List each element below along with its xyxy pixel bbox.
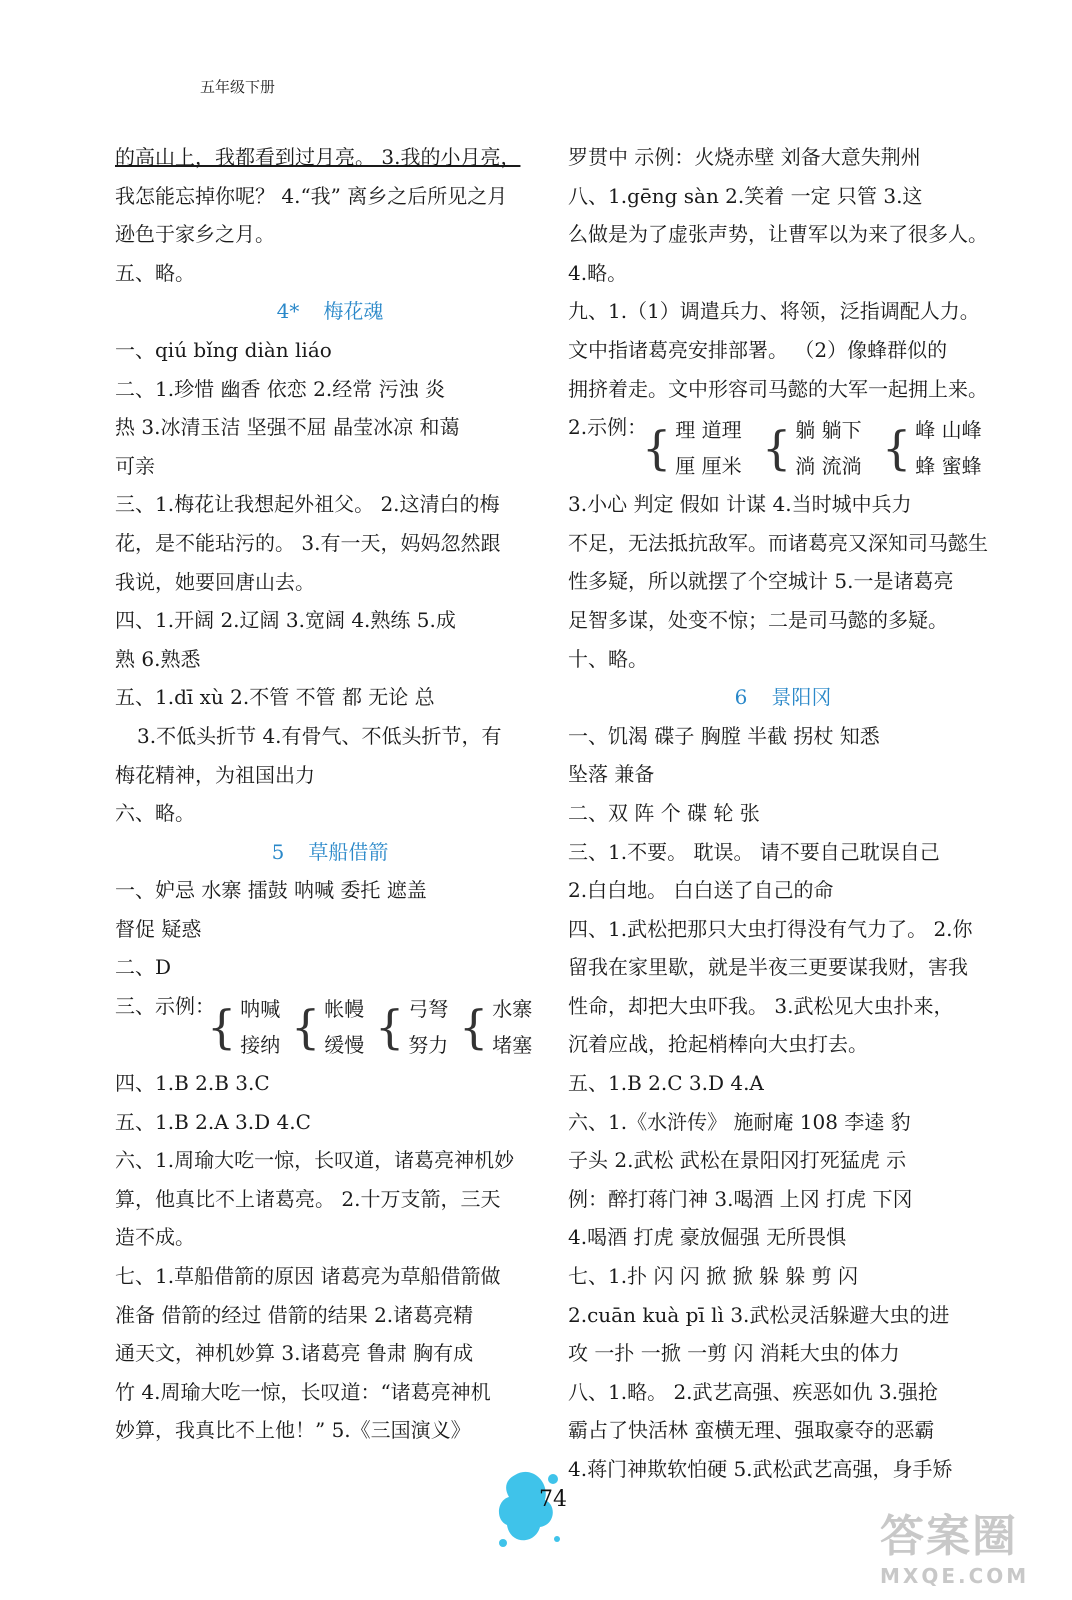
text-line: 攻 一扑 一掀 一剪 闪 消耗大虫的体力 (568, 1341, 900, 1366)
text-line: 梅花精神，为祖国出力 (115, 762, 315, 787)
text-line: 霸占了快活林 蛮横无理、强取豪夺的恶霸 (568, 1418, 935, 1443)
pair-word: 弓弩 (408, 997, 449, 1022)
text-line: 性多疑，所以就摆了个空城计 5.一是诸葛亮 (568, 569, 954, 594)
right-column (568, 138, 998, 1489)
pair-word: 呐喊 (240, 997, 281, 1022)
pair-word: 堵塞 (492, 1033, 533, 1058)
text-line: 一、饥渴 碟子 胸膛 半截 拐杖 知悉 (568, 723, 880, 748)
brace-group (762, 412, 862, 484)
text-line: 竹 4.周瑜大吃一惊，长叹道：“诸葛亮神机 (115, 1379, 491, 1404)
brace-group (642, 412, 742, 484)
text-line: 八、1.略。 2.武艺高强、疾恶如仇 3.强抢 (568, 1379, 938, 1404)
pair-word: 接纳 (240, 1033, 281, 1058)
text-line: 4.略。 (568, 260, 628, 285)
text-line: 的高山上，我都看到过月亮。 3.我的小月亮， (115, 145, 521, 169)
text-line: 七、1.扑 闪 闪 掀 掀 躲 躲 剪 闪 (568, 1264, 858, 1289)
watermark-url: MXQE.COM (880, 1564, 1030, 1588)
pair-word: 淌 流淌 (795, 454, 862, 479)
text-line: 一、qiú bǐng diàn liáo (115, 337, 332, 362)
brace-icon: { (882, 421, 912, 476)
brace-group (375, 991, 448, 1063)
text-line: 可亲 (115, 453, 155, 478)
text-line: 三、1.梅花让我想起外祖父。 2.这清白的梅 (115, 492, 500, 517)
text-line: 四、1.武松把那只大虫打得没有气力了。 2.你 (568, 916, 973, 941)
text-line: 罗贯中 示例：火烧赤壁 刘备大意失荆州 (568, 145, 921, 169)
pair-word: 厘 厘米 (675, 454, 742, 479)
left-column (115, 138, 545, 1450)
text-line: 二、1.珍惜 幽香 依恋 2.经常 污浊 炎 (115, 376, 445, 401)
watermark-title: 答案圈 (880, 1511, 1018, 1562)
text-line: 九、1.（1）调遣兵力、将领，泛指调配人力。 (568, 299, 980, 324)
text-line: 文中指诸葛亮安排部署。 （2）像蜂群似的 (568, 337, 948, 362)
example-label: 2.示例： (568, 415, 648, 440)
section-title-5: 5 草船借箭 (271, 839, 389, 864)
text-line: 妙算，我真比不上他！” 5.《三国演义》 (115, 1418, 471, 1443)
brace-group (207, 991, 280, 1063)
text-line: 算，他真比不上诸葛亮。 2.十万支箭，三天 (115, 1186, 501, 1211)
text-line: 六、1.《水浒传》 施耐庵 108 李逵 豹 (568, 1109, 911, 1134)
pair-word: 水寨 (492, 997, 533, 1022)
text-line: 沉着应战，抢起梢棒向大虫打去。 (568, 1032, 868, 1057)
pair-word: 帐幔 (324, 997, 365, 1022)
text-line: 二、双 阵 个 碟 轮 张 (568, 800, 760, 825)
text-line: 例：醉打蒋门神 3.喝酒 上冈 打虎 下冈 (568, 1186, 913, 1211)
text-line: 六、略。 (115, 801, 195, 826)
brace-icon: { (459, 1000, 489, 1055)
page-number: 74 (539, 1487, 567, 1512)
text-line: 五、1.B 2.C 3.D 4.A (568, 1071, 764, 1096)
pair-word: 蜂 蜜蜂 (915, 454, 982, 479)
text-line: 熟 6.熟悉 (115, 646, 201, 671)
text-line: 足智多谋，处变不惊；二是司马懿的多疑。 (568, 607, 948, 632)
watermark-logo (880, 1500, 1029, 1588)
text-line: 2.白白地。 白白送了自己的命 (568, 878, 834, 903)
example-brace-row (115, 987, 545, 1064)
text-line: 我怎能忘掉你呢？ 4.“我” 离乡之后所见之月 (115, 183, 508, 208)
text-line: 么做是为了虚张声势，让曹军以为来了很多人。 (568, 222, 988, 247)
text-line: 准备 借箭的经过 借箭的结果 2.诸葛亮精 (115, 1302, 474, 1327)
text-line: 拥挤着走。文中形容司马懿的大军一起拥上来。 (568, 376, 988, 401)
text-line: 不足，无法抵抗敌军。而诸葛亮又深知司马懿生 (568, 530, 988, 555)
text-line: 一、妒忌 水寨 擂鼓 呐喊 委托 遮盖 (115, 878, 427, 903)
pair-word: 理 道理 (675, 418, 742, 443)
text-line: 二、D (115, 955, 172, 980)
example-brace-row (568, 408, 998, 485)
text-line: 4.蒋门神欺软怕硬 5.武松武艺高强，身手矫 (568, 1457, 953, 1481)
text-line: 四、1.B 2.B 3.C (115, 1071, 270, 1096)
text-line: 坠落 兼备 (568, 762, 655, 787)
text-line: 通天文，神机妙算 3.诸葛亮 鲁肃 胸有成 (115, 1341, 474, 1366)
text-line: 4.喝酒 打虎 豪放倔强 无所畏惧 (568, 1225, 847, 1250)
text-line: 六、1.周瑜大吃一惊，长叹道，诸葛亮神机妙 (115, 1148, 515, 1173)
pair-word: 峰 山峰 (915, 418, 982, 443)
brace-icon: { (207, 1000, 237, 1055)
text-line: 2.cuān kuà pī lì 3.武松灵活躲避大虫的进 (568, 1302, 950, 1327)
brace-group (882, 412, 982, 484)
brace-icon: { (291, 1000, 321, 1055)
pair-word: 努力 (408, 1033, 449, 1058)
brace-group (459, 991, 532, 1063)
brace-group (291, 991, 364, 1063)
text-line: 五、1.dī xù 2.不管 不管 都 无论 总 (115, 685, 435, 710)
text-line: 造不成。 (115, 1225, 195, 1250)
text-line: 七、1.草船借箭的原因 诸葛亮为草船借箭做 (115, 1264, 501, 1289)
text-line: 留我在家里歇，就是半夜三更要谋我财，害我 (568, 955, 968, 980)
section-title-6: 6 景阳冈 (734, 685, 832, 710)
section-title-4: 4* 梅花魂 (276, 299, 384, 324)
text-line: 我说，她要回唐山去。 (115, 569, 315, 594)
text-line: 3.小心 判定 假如 计谋 4.当时城中兵力 (568, 492, 912, 517)
text-line: 五、1.B 2.A 3.D 4.C (115, 1109, 311, 1134)
text-line: 四、1.开阔 2.辽阔 3.宽阔 4.熟练 5.成 (115, 608, 456, 633)
text-line: 花，是不能玷污的。 3.有一天，妈妈忽然跟 (115, 530, 501, 555)
text-line: 性命，却把大虫吓我。 3.武松见大虫扑来， (568, 993, 954, 1018)
example-label: 三、示例： (115, 994, 215, 1019)
text-line: 三、1.不要。 耽误。 请不要自己耽误自己 (568, 839, 940, 864)
page-footer (485, 1455, 605, 1565)
brace-icon: { (642, 421, 672, 476)
text-line: 八、1.gēng sàn 2.笑着 一定 只管 3.这 (568, 183, 923, 208)
pair-word: 躺 躺下 (795, 418, 862, 443)
text-line: 督促 疑惑 (115, 916, 202, 941)
pair-word: 缓慢 (324, 1033, 365, 1058)
brace-icon: { (375, 1000, 405, 1055)
running-header: 五年级下册 (200, 78, 276, 96)
text-line: 热 3.冰清玉洁 坚强不屈 晶莹冰凉 和蔼 (115, 415, 460, 440)
text-line: 子头 2.武松 武松在景阳冈打死猛虎 示 (568, 1148, 907, 1173)
text-line: 逊色于家乡之月。 (115, 222, 275, 247)
text-line: 十、略。 (568, 646, 648, 671)
text-line: 3.不低头折节 4.有骨气、不低头折节，有 (137, 723, 502, 748)
text-line: 五、略。 (115, 260, 195, 285)
brace-icon: { (762, 421, 792, 476)
